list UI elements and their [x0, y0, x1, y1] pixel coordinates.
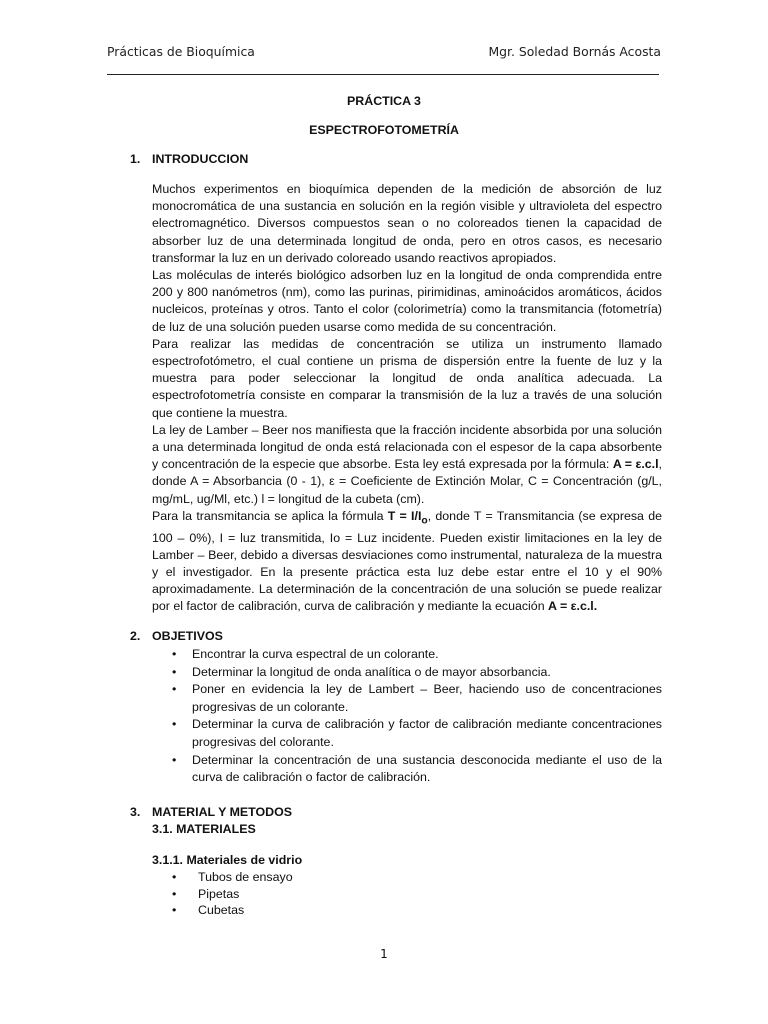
section-title: MATERIAL Y METODOS [152, 805, 292, 819]
section-heading-intro [130, 152, 248, 166]
bullet-icon: • [172, 886, 177, 901]
paragraph-text: La ley de Lamber – Beer nos manifiesta que la fracción incidente absorbida por una solución a una determinada longitud de onda está relacionada con el espesor de la capa absorbente y concentración de la especie que absorbe. Esta ley está expresada por la fórmula: [152, 422, 662, 472]
bullet-icon: • [172, 647, 177, 661]
formula-transmittance [387, 508, 428, 527]
section-title: OBJETIVOS [152, 629, 223, 643]
intro-paragraph-3: Para realizar las medidas de concentración se utiliza un instrumento llamado espectrofotómetro, el cual contiene un prisma de dispersión entre la fuente de luz y la muestra para poder seleccionar la longitud de onda analítica adecuada. La espectrofotometría consiste en comparar la transmisión de la luz a través de una solución que contiene la muestra. [152, 336, 662, 420]
section-number: 3. [130, 805, 141, 819]
list-item-text: Encontrar la curva espectral de un colorante. [192, 647, 439, 661]
bullet-icon: • [172, 664, 177, 679]
formula-equation: A = ε.c.l. [548, 599, 598, 614]
bullet-icon: • [172, 870, 177, 884]
list-item-text: Determinar la longitud de onda analítica o de mayor absorbancia. [192, 664, 551, 679]
bullet-icon: • [172, 717, 177, 732]
section-heading-objectives [130, 629, 223, 643]
header-author: Mgr. Soledad Bornás Acosta [488, 44, 661, 59]
list-item [172, 752, 662, 787]
subsection-glass-materials: 3.1.1. Materiales de vidrio [152, 853, 303, 867]
list-item-text: Cubetas [198, 903, 245, 918]
section-number: 1. [130, 152, 141, 166]
paragraph-text: , donde A = Absorbancia (0 - 1), ε = Coeficiente de Extinción Molar, C = Concentración (g/L, mg/mL, ug/Ml, etc.) l = longitud de la cubeta (cm). [152, 457, 662, 506]
list-item-text: Determinar la concentración de una sustancia desconocida mediante el uso de la curva de calibración o factor de calibración. [192, 752, 662, 785]
list-item-text: Determinar la curva de calibración y factor de calibración mediante concentraciones progresivas del colorante. [192, 717, 662, 749]
page-number: 1 [380, 947, 388, 961]
formula-subscript: o [421, 515, 428, 527]
subsection-materials: 3.1. MATERIALES [152, 822, 256, 836]
list-item [172, 869, 662, 886]
formula-absorbance: A = ε.c.l [612, 457, 659, 472]
intro-body [152, 181, 662, 616]
section-title: INTRODUCCION [152, 152, 249, 166]
list-item [172, 716, 662, 751]
bullet-icon: • [172, 903, 177, 918]
list-item [172, 902, 662, 919]
topic-title: ESPECTROFOTOMETRÍA [309, 123, 459, 137]
intro-paragraph-1: Muchos experimentos en bioquímica dependen de la medición de absorción de luz monocromática de una sustancia en solución en la región visible y ultravioleta del espectro electromagnético. Diversos compuestos sean o no coloreados tienen la capacidad de absorber luz de una determinada longitud de onda, pero en otros casos, es necesario transformar la luz en un derivado coloreado usando reactivos apropiados. [152, 182, 662, 265]
objectives-list [172, 646, 662, 787]
list-item-text: Poner en evidencia la ley de Lambert – Beer, haciendo uso de concentraciones progresivas de un colorante. [192, 682, 662, 714]
header-course-title: Prácticas de Bioquímica [107, 44, 255, 59]
glass-materials-list [172, 869, 662, 919]
paragraph-text: Para la transmitancia se aplica la fórmula [152, 508, 388, 523]
paragraph-text: , donde T = Transmitancia (se expresa de 100 – 0%), I = luz transmitida, Io = Luz incidente. Pueden existir limitaciones en la ley de Lamber – Beer, debido a diversas desviaciones como instrumental, naturaleza de la muestra y el investigador. En la presente práctica esta luz debe estar entre el 10 y el 90% aproximadamente. La determinación de la concentración de una solución se puede realizar por el factor de calibración, curva de calibración y mediante la ecuación [152, 508, 662, 614]
practice-title: PRÁCTICA 3 [347, 94, 421, 108]
list-item [172, 646, 662, 664]
section-number: 2. [130, 629, 141, 643]
header-divider [107, 74, 659, 75]
section-heading-methods [130, 805, 292, 819]
intro-paragraph-5 [152, 508, 662, 616]
bullet-icon: • [172, 682, 177, 697]
intro-paragraph-2: Las moléculas de interés biológico adsorben luz en la longitud de onda comprendida entre 200 y 800 nanómetros (nm), como las purinas, pirimidinas, aminoácidos aromáticos, ácidos nucleicos, proteínas y otros. Tanto el color (colorimetría) como la transmitancia (fotometría) de luz de una solución pueden usarse como medida de su concentración. [152, 268, 662, 334]
list-item-text: Tubos de ensayo [198, 870, 293, 884]
list-item [172, 886, 662, 903]
list-item [172, 664, 662, 682]
list-item [172, 681, 662, 716]
list-item-text: Pipetas [198, 886, 240, 901]
formula-text: T = I/I [387, 508, 422, 523]
bullet-icon: • [172, 752, 177, 767]
intro-paragraph-4 [152, 422, 662, 508]
